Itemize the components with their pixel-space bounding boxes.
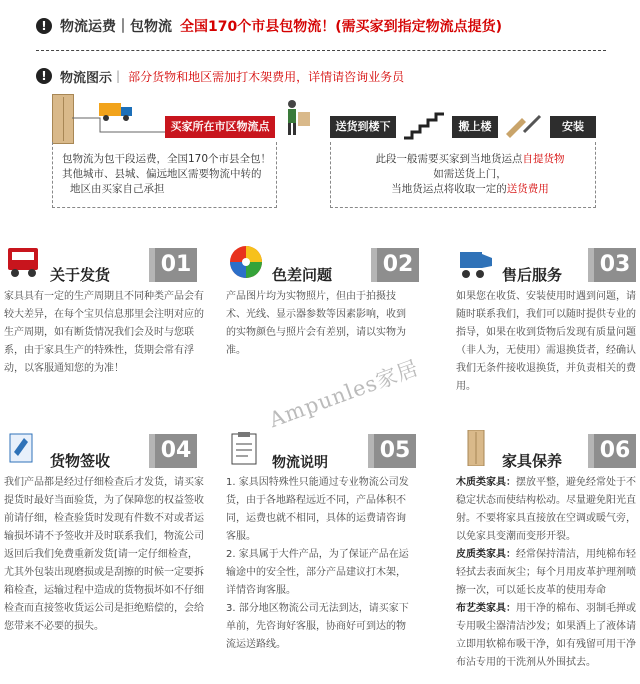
card-body: 家具具有一定的生产周期且不同种类产品会有较大差异，在每个宝贝信息那里会注明对应的生产周期，如有断货情况我们会及时与您联系，由于家具生产的特殊性，货期会常有浮动，以客服通知您的为准！	[4, 291, 204, 374]
flow-step-install: 安装	[550, 116, 596, 138]
clipboard-icon	[226, 430, 266, 466]
watermark: Ampunles家居	[265, 355, 423, 433]
card-logistics	[226, 430, 416, 680]
flow-left-text	[62, 152, 271, 197]
flow-note: 部分货物和地区需加打木架费用，详情请咨询业务员	[128, 69, 405, 84]
flow-right-line1-highlight: 自提货物	[522, 153, 565, 165]
card-body: 如果您在收货、安装使用时遇到问题，请随时联系我们，我们可以随时提供专业的指导，如果在收到货物后发现有质量问题（非人为，无使用）需退换货者，经确认我们无条件接收退换货，并负责相关的费用。	[456, 291, 636, 392]
fabric-text: 用干净的棉布、羽制毛掸或专用吸尘器清洁沙发；如果洒上了液体请立即用软棉布吸干净，如有残留可用干净布沾专用的干洗剂从外围拭去。	[456, 603, 636, 668]
card-number: 03	[594, 248, 636, 282]
delivery-worker-icon	[278, 98, 328, 142]
card-title: 关于发货	[50, 266, 111, 284]
logistics-note-2: 2. 家具属于大件产品，为了保证产品在运输途中的安全性，部分产品建议打木架，详情咨询客服。	[226, 549, 409, 596]
color-wheel-icon	[226, 244, 266, 280]
flow-right-line1: 此段一般需要买家到当地货运点	[375, 153, 523, 165]
flow-right-line3-highlight: 送货费用	[506, 183, 549, 195]
flow-right-line2: 如需送货上门，	[433, 168, 507, 180]
wardrobe-icon	[456, 430, 496, 466]
flow-connector	[70, 116, 170, 136]
flow-left-line2: 其他城市、县城、偏远地区需要物流中转的	[62, 168, 262, 180]
card-aftersales	[456, 244, 636, 414]
logistics-note-3: 3. 部分地区物流公司无法到达，请买家下单前，先咨询好客服，协商好可到达的物流运送路线。	[226, 603, 409, 650]
card-maintenance	[456, 430, 636, 680]
card-number: 01	[155, 248, 197, 282]
exclamation-icon: !	[36, 68, 52, 84]
card-body: 产品图片均为实物照片，但由于拍摄技术、光线、显示器参数等因素影响，收到的实物颜色与照片会有差别，请以实物为准。	[226, 291, 406, 356]
logistics-note-1: 1. 家具因特殊性只能通过专业物流公司发货，由于各地路程远近不同，产品体积不同，运费也就不相同，具体的运费请咨询客服。	[226, 477, 409, 542]
leather-text: 经常保持清洁，用纯棉布轻轻拭去表面灰尘；每个月用皮革护理剂喷擦一次，可以延长皮革的使用寿命	[456, 549, 636, 596]
truck-icon	[4, 244, 44, 280]
tools-icon	[502, 112, 546, 140]
leather-label: 皮质类家具：	[456, 549, 516, 560]
card-title: 物流说明	[272, 455, 328, 471]
flow-header: ! 物流图示 | 部分货物和地区需加打木架费用，详情请咨询业务员	[0, 62, 640, 90]
shipping-label: 物流运费｜包物流	[60, 19, 172, 35]
divider	[36, 50, 606, 51]
card-body	[226, 474, 411, 654]
card-title: 货物签收	[50, 452, 111, 470]
card-body	[456, 474, 636, 672]
flow-step-deliver-downstairs: 送货到楼下	[330, 116, 396, 138]
shipping-header	[0, 8, 640, 44]
card-title: 色差问题	[272, 266, 333, 284]
card-signing	[4, 430, 209, 680]
card-number: 05	[374, 434, 416, 468]
fabric-label: 布艺类家具：	[456, 603, 516, 614]
flow-left-line1: 包物流为包干段运费，全国170个市县全包！	[62, 153, 272, 165]
card-number: 06	[594, 434, 636, 468]
card-title: 售后服务	[502, 266, 563, 284]
sign-icon	[4, 430, 44, 466]
flow-left-line3: 地区由买家自己承担	[70, 183, 165, 195]
flow-step-local-depot: 买家所在市区物流点	[165, 116, 275, 138]
flow-diagram	[0, 92, 640, 217]
shipping-notice: 全国170个市县包物流！(需买家到指定物流点提货)	[180, 19, 503, 35]
flow-right-line3: 当地货运点将收取一定的	[391, 183, 507, 195]
wood-text: 摆放平整，避免经常处于不稳定状态而使结构松动。尽量避免阳光直射。不要将家具直接放在空调或暖气旁，以免家具变潮而变形开裂。	[456, 477, 636, 542]
card-shipping	[4, 244, 209, 414]
flow-right-text	[370, 152, 570, 197]
exclamation-icon: !	[36, 18, 52, 34]
card-number: 02	[377, 248, 419, 282]
flow-step-carry-upstairs: 搬上楼	[452, 116, 498, 138]
card-title: 家具保养	[502, 452, 563, 470]
wood-label: 木质类家具：	[456, 477, 516, 488]
card-body: 我们产品都是经过仔细检查后才发货，请买家提货时最好当面验货，为了保障您的权益签收前请仔细，检查验货时发现有件数不对或者运输损坏请不予签收并及时联系我们，物流公司返回后我们免费重新发货[请一定仔细检查，尤其外包装出现磨损或是刮擦的时候一定要拆箱检查，运输过程中造成的货物损坏如不仔细检查而直接签收货运公司是拒绝赔偿的，会给您带来不必要的损失。	[4, 477, 204, 632]
card-number: 04	[155, 434, 197, 468]
service-icon	[456, 244, 496, 280]
flow-label: 物流图示	[60, 70, 113, 86]
stairs-icon	[400, 110, 450, 140]
